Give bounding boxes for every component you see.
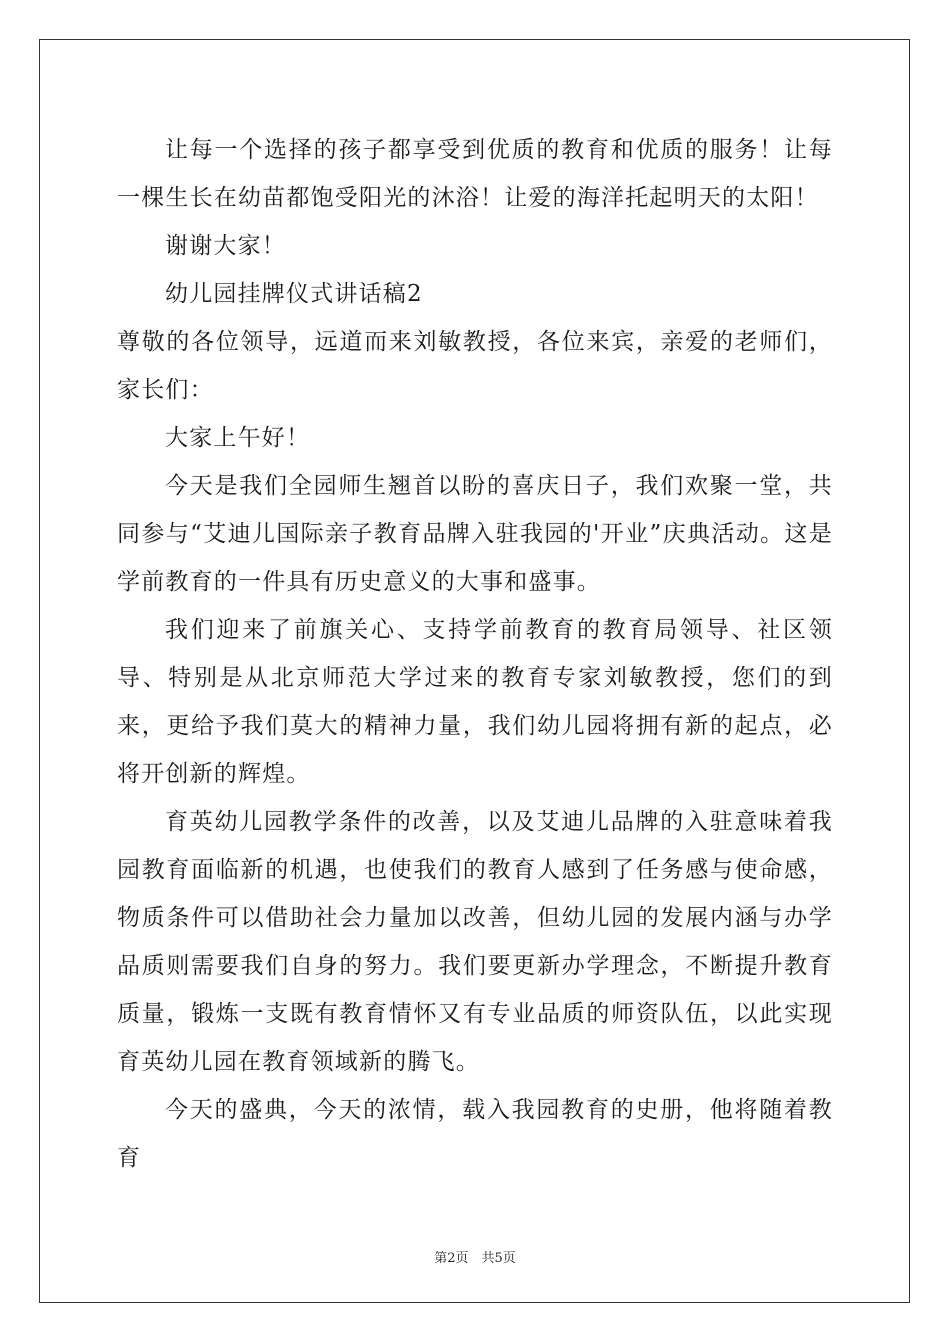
paragraph-ceremony: 今天的盛典，今天的浓情，载入我园教育的史册，他将随着教育 bbox=[117, 1097, 833, 1171]
paragraph-greeting: 大家上午好！ bbox=[165, 425, 311, 451]
section-title: 幼儿园挂牌仪式讲话稿2 bbox=[165, 281, 423, 307]
document-body bbox=[117, 126, 833, 1182]
paragraph-thanks: 谢谢大家！ bbox=[165, 233, 286, 259]
paragraph-development: 育英幼儿园教学条件的改善，以及艾迪儿品牌的入驻意味着我园教育面临新的机遇，也使我们的教育人感到了任务感与使命感，物质条件可以借助社会力量加以改善，但幼儿园的发展内涵与办学品质则需要我们自身的努力。我们要更新办学理念，不断提升教育质量，锻炼一支既有教育情怀又有专业品质的师资队伍，以此实现育英幼儿园在教育领域新的腾飞。 bbox=[117, 809, 833, 1075]
paragraph-guests: 我们迎来了前旗关心、支持学前教育的教育局领导、社区领导、特别是从北京师范大学过来的教育专家刘敏教授，您们的到来，更给予我们莫大的精神力量，我们幼儿园将拥有新的起点，必将开创新的辉煌。 bbox=[117, 617, 833, 787]
paragraph-today: 今天是我们全园师生翘首以盼的喜庆日子，我们欢聚一堂，共同参与“艾迪儿国际亲子教育品牌入驻我园的'开业”庆典活动。这是学前教育的一件具有历史意义的大事和盛事。 bbox=[117, 473, 833, 595]
paragraph-closing-wish: 让每一个选择的孩子都享受到优质的教育和优质的服务！让每一棵生长在幼苗都饱受阳光的沐浴！让爱的海洋托起明天的太阳！ bbox=[117, 137, 833, 211]
paragraph-salutation: 尊敬的各位领导，远道而来刘敏教授，各位来宾，亲爱的老师们，家长们： bbox=[117, 329, 833, 403]
page-number-footer: 第2页 共5页 bbox=[434, 1251, 516, 1266]
